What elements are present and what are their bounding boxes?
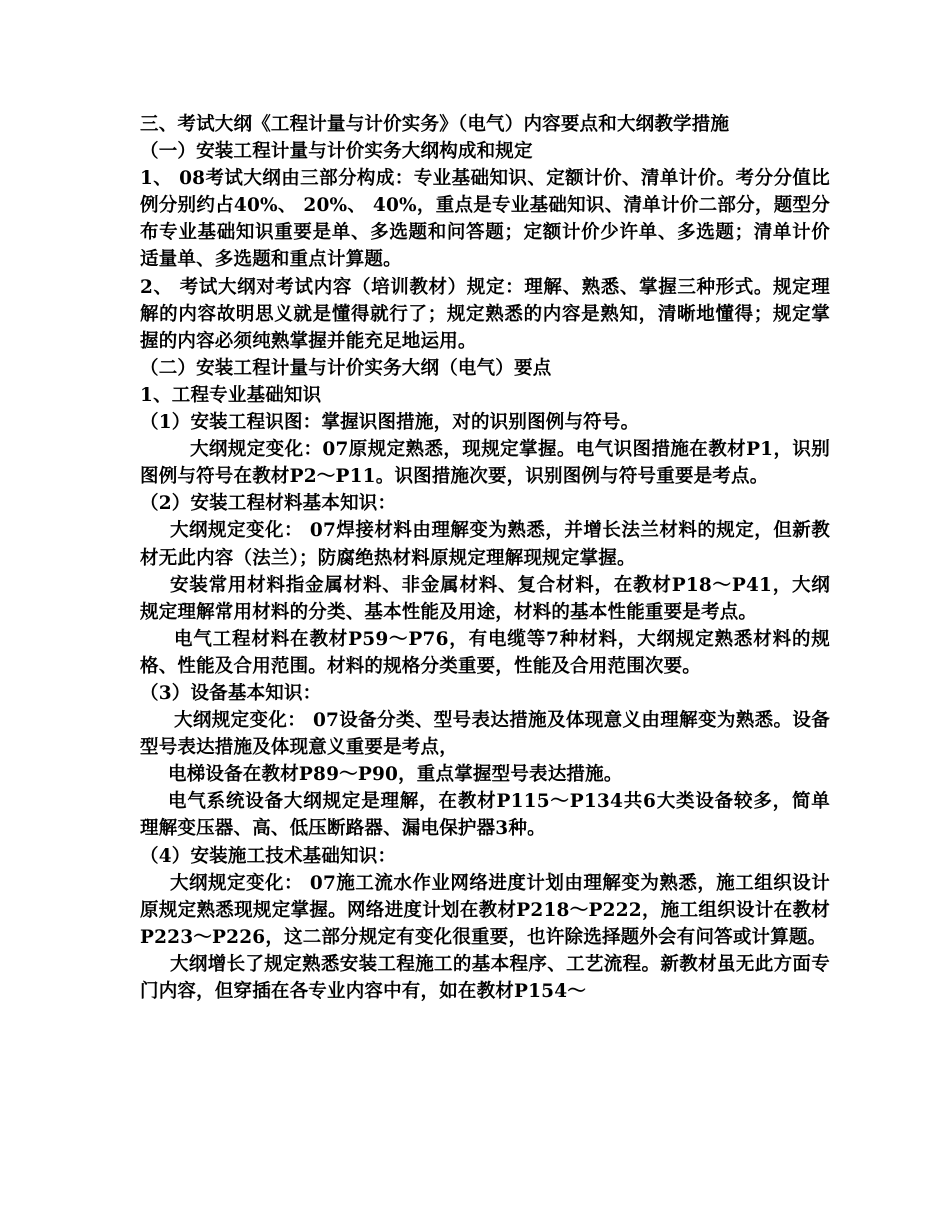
paragraph: 1、工程专业基础知识	[140, 384, 322, 406]
paragraph: 大纲规定变化： 07焊接材料由理解变为熟悉，并增长法兰材料的规定，但新教材无此内容（法兰）；防腐绝热材料原规定理解现规定掌握。	[140, 520, 830, 569]
paragraph: 大纲规定变化： 07设备分类、型号表达措施及体现意义由理解变为熟悉。设备型号表达措施及体现意义重要是考点，	[140, 710, 830, 759]
paragraph: 电气系统设备大纲规定是理解，在教材P115～P134共6大类设备较多，简单理解变压器、高、低压断路器、漏电保护器3种。	[140, 791, 830, 840]
paragraph: （3）设备基本知识：	[140, 682, 322, 704]
section-heading: 三、考试大纲《工程计量与计价实务》（电气）内容要点和大纲教学措施	[140, 114, 730, 135]
paragraph: 2、 考试大纲对考试内容（培训教材）规定：理解、熟悉、掌握三种形式。规定理解的内容故明思义就是懂得就行了；规定熟悉的内容是熟知，清晰地懂得；规定掌握的内容必须纯熟掌握并能充足地运用。	[140, 276, 830, 352]
paragraph: 电气工程材料在教材P59～P76，有电缆等7种材料，大纲规定熟悉材料的规格、性能及合用范围。材料的规格分类重要，性能及合用范围次要。	[140, 628, 830, 677]
paragraph: 电梯设备在教材P89～P90，重点掌握型号表达措施。	[168, 764, 623, 786]
paragraph: 大纲规定变化： 07施工流水作业网络进度计划由理解变为熟悉，施工组织设计原规定熟悉现规定掌握。网络进度计划在教材P218～P222，施工组织设计在教材P223～P226，这二部分规定有变化很重要，也许除选择题外会有问答或计算题。	[140, 872, 830, 948]
paragraph: （1）安装工程识图：掌握识图措施，对的识别图例与符号。	[140, 412, 640, 434]
paragraph: （4）安装施工技术基础知识：	[140, 845, 397, 867]
paragraph: （二）安装工程计量与计价实务大纲（电气）要点	[140, 357, 552, 379]
paragraph: 安装常用材料指金属材料、非金属材料、复合材料，在教材P18～P41，大纲规定理解常用材料的分类、基本性能及用途，材料的基本性能重要是考点。	[140, 574, 830, 623]
document-page	[140, 111, 830, 1005]
paragraph: 1、 08考试大纲由三部分构成：专业基础知识、定额计价、清单计价。考分分值比例分别约占40%、 20%、 40%，重点是专业基础知识、清单计价二部分，题型分布专业基础知识重要是单、多选题和问答题；定额计价少许单、多选题；清单计价适量单、多选题和重点计算题。	[140, 168, 830, 271]
paragraph: （一）安装工程计量与计价实务大纲构成和规定	[140, 141, 533, 163]
paragraph: 大纲增长了规定熟悉安装工程施工的基本程序、工艺流程。新教材虽无此方面专门内容，但穿插在各专业内容中有，如在教材P154～	[140, 953, 830, 1002]
paragraph: （2）安装工程材料基本知识：	[140, 493, 397, 515]
paragraph: 大纲规定变化：07原规定熟悉，现规定掌握。电气识图措施在教材P1，识别图例与符号在教材P2～P11。识图措施次要，识别图例与符号重要是考点。	[140, 439, 830, 488]
